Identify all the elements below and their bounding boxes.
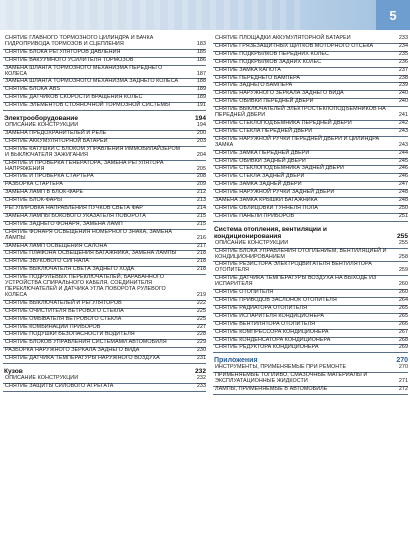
page-ref: 271: [398, 378, 408, 385]
page-ref: 272: [398, 386, 408, 393]
page-ref: 232: [194, 368, 206, 376]
entry-title: СНЯТИЕ ВАКУУМНОГО УСИЛИТЕЛЯ ТОРМОЗОВ: [5, 56, 134, 63]
page-ref: 204: [196, 151, 206, 158]
entry-title: СНЯТИЕ ВЕНТИЛЯТОРА ОТОПИТЕЛЯ: [215, 320, 316, 327]
toc-left-column: [3, 36, 206, 392]
entry-title: ЗАМЕНА ЛАМП В БЛОК-ФАРЕ: [5, 189, 84, 196]
entry-title: СНЯТИЕ БЛОКА ABS: [5, 86, 61, 93]
toc-section-heading: [3, 115, 206, 122]
entry-title: ЗАМЕНА ШЛАНГА ТОРМОЗНОГО МЕХАНИЗМА ЗАДНЕГО КОЛЕСА: [5, 78, 179, 85]
entry-title: СНЯТИЕ ОБЛИЦОВКИ ТУННЕЛЯ ПОЛА: [215, 204, 318, 211]
page-ref: 189: [196, 94, 206, 101]
page-ref: 230: [196, 347, 206, 354]
page-ref: 228: [196, 331, 206, 338]
toc-entry: [3, 161, 206, 175]
entry-title: СНЯТИЕ РАДИАТОРА ОТОПИТЕЛЯ: [215, 304, 308, 311]
entry-title: СНЯТИЕ ОТОПИТЕЛЯ: [215, 289, 274, 296]
page-ref: 245: [398, 157, 408, 164]
page-ref: 217: [196, 242, 206, 249]
page-ref: 188: [196, 78, 206, 85]
page-ref: 260: [398, 281, 408, 288]
entry-title: СНЯТИЕ ПОДУШКИ БЕЗОПАСНОСТИ ВОДИТЕЛЯ: [5, 331, 135, 338]
entry-title: ЗАМЕНА ПРЕДОХРАНИТЕЛЕЙ И РЕЛЕ: [5, 129, 107, 136]
page-ref: 214: [196, 205, 206, 212]
page-ref: 258: [398, 253, 408, 260]
entry-title: СНЯТИЕ КОМПРЕССОРА КОНДИЦИОНЕРА: [215, 328, 329, 335]
entry-title: ЗАМЕНА ЛАМПЫ БОКОВОГО УКАЗАТЕЛЯ ПОВОРОТА: [5, 212, 146, 219]
page-ref: 225: [196, 315, 206, 322]
page-ref: 218: [196, 266, 206, 273]
entry-title: СНЯТИЕ ГРЯЗЕЗАЩИТНЫХ ЩИТКОВ МОТОРНОГО ОТСЕКА: [215, 42, 374, 49]
entry-title: СНЯТИЕ ЗАЩИТЫ СИЛОВОГО АГРЕГАТА: [5, 382, 114, 389]
page-ref: 240: [398, 98, 408, 105]
entry-title: СНЯТИЕ ЭЛЕМЕНТОВ СТОЯНОЧНОЙ ТОРМОЗНОЙ СИСТЕМЫ: [5, 102, 170, 109]
page-ref: 194: [196, 122, 206, 129]
entry-title: СНЯТИЕ НАРУЖНОГО ЗЕРКАЛА ЗАДНЕГО ВИДА: [215, 90, 344, 97]
entry-title: СНЯТИЕ БЛОКА РЕГУЛЯТОРОВ ДАВЛЕНИЯ: [5, 48, 121, 55]
entry-title: СНЯТИЕ И ПРОВЕРКА ГЕНЕРАТОРА, ЗАМЕНА РЕГУЛЯТОРА НАПРЯЖЕНИЯ: [5, 159, 164, 172]
entry-title: РАЗБОРКА СТАРТЕРА: [5, 181, 63, 188]
toc-section-heading: [213, 357, 408, 364]
toc-entry: [213, 107, 408, 121]
entry-title: СНЯТИЕ РЕЗИСТОРА ЭЛЕКТРОДВИГАТЕЛЯ ВЕНТИЛЯТОРА ОТОПИТЕЛЯ: [215, 261, 372, 274]
entry-title: СНЯТИЕ ВЫКЛЮЧАТЕЛЕЙ И РЕГУЛЯТОРОВ: [5, 299, 122, 306]
page-ref: 194: [194, 115, 206, 123]
page-ref: 186: [196, 56, 206, 63]
entry-title: СНЯТИЕ ДАТЧИКА ТЕМПЕРАТУРЫ ВОЗДУХА НА ВЫХОДЕ ИЗ ИСПАРИТЕЛЯ: [215, 275, 377, 288]
page-ref: 241: [398, 112, 408, 119]
page-ref: 267: [398, 328, 408, 335]
entry-title: СНЯТИЕ И ПРОВЕРКА СТАРТЕРА: [5, 173, 94, 180]
entry-title: ОПИСАНИЕ КОНСТРУКЦИИ: [5, 122, 79, 129]
page-ref: 233: [196, 382, 206, 389]
page-ref: 213: [196, 197, 206, 204]
entry-title: СНЯТИЕ НАРУЖНОЙ РУЧКИ ЗАДНЕЙ ДВЕРИ: [215, 189, 335, 196]
entry-title: СНЯТИЕ ЗАМКА ПЕРЕДНЕЙ ДВЕРИ: [215, 149, 310, 156]
page-ref: 225: [196, 307, 206, 314]
entry-title: СНЯТИЕ СТЕКЛОПОДЪЕМНИКА ПЕРЕДНЕЙ ДВЕРИ: [215, 119, 352, 126]
page-ref: 240: [398, 90, 408, 97]
page-ref: 237: [398, 66, 408, 73]
page-ref: 255: [398, 239, 408, 246]
toc-entry: [213, 276, 408, 290]
toc-entry: [213, 249, 408, 263]
entry-title: СНЯТИЕ ПРИВОДОВ ЗАСЛОНОК ОТОПИТЕЛЯ: [215, 297, 337, 303]
toc-entry: [3, 275, 206, 301]
page-ref: 250: [398, 204, 408, 211]
page-ref: 260: [398, 289, 408, 296]
toc-entry: [3, 36, 206, 50]
entry-title: СНЯТИЕ СТЕКЛА ЗАДНЕЙ ДВЕРИ: [215, 173, 305, 180]
entry-title: СНЯТИЕ ЗАДНЕГО ФОНАРЯ, ЗАМЕНА ЛАМП: [5, 220, 123, 227]
entry-title: СНЯТИЕ РЕДУКТОРА КОНДИЦИОНЕРА: [215, 344, 319, 351]
toc-entry: [213, 387, 408, 395]
page-ref: 248: [398, 189, 408, 196]
toc-entry: [3, 103, 206, 111]
entry-title: ЗАМЕНА ШЛАНГА ТОРМОЗНОГО МЕХАНИЗМА ПЕРЕДНЕГО КОЛЕСА: [5, 64, 163, 77]
toc-entry: [213, 373, 408, 387]
page-header-band: [0, 0, 410, 30]
page-ref: 227: [196, 323, 206, 330]
entry-title: СНЯТИЕ НАРУЖНОЙ РУЧКИ ПЕРЕДНЕЙ ДВЕРИ И ЦИЛИНДРА ЗАМКА: [215, 135, 380, 148]
entry-title: СНЯТИЕ КОНДЕНСАТОРА КОНДИЦИОНЕРА: [215, 336, 331, 343]
page-ref: 236: [398, 58, 408, 65]
page-ref: 229: [196, 339, 206, 346]
page-ref: 246: [398, 173, 408, 180]
toc-right-column: [213, 36, 408, 395]
page-ref: 243: [398, 141, 408, 148]
page-ref: 218: [196, 258, 206, 265]
page-ref: 270: [396, 357, 408, 365]
entry-title: СНЯТИЕ СТЕКЛОПОДЪЕМНИКА ЗАДНЕЙ ДВЕРИ: [215, 165, 345, 172]
page-ref: 222: [196, 299, 206, 306]
entry-title: СНЯТИЕ ЗАМКА ЗАДНЕЙ ДВЕРИ: [215, 181, 302, 188]
toc-entry: [3, 230, 206, 244]
toc-entry: [213, 214, 408, 222]
page-ref: 248: [398, 197, 408, 204]
entry-title: СНЯТИЕ АККУМУЛЯТОРНОЙ БАТАРЕИ: [5, 137, 108, 144]
entry-title: ЛАМПЫ, ПРИМЕНЯЕМЫЕ В АВТОМОБИЛЕ: [215, 386, 328, 393]
entry-title: СНЯТИЕ ПОДКРЫЛКОВ ЗАДНИХ КОЛЕС: [215, 58, 322, 65]
page-ref: 247: [398, 181, 408, 188]
entry-title: СНЯТИЕ ВЫКЛЮЧАТЕЛЯ СВЕТА ЗАДНЕГО ХОДА: [5, 266, 135, 273]
entry-title: СНЯТИЕ БЛОКОВ УПРАВЛЕНИЯ СИСТЕМАМИ АВТОМОБИЛЯ: [5, 339, 167, 346]
page-ref: 219: [196, 291, 206, 298]
entry-title: СНЯТИЕ КОМБИНАЦИИ ПРИБОРОВ: [5, 323, 101, 330]
page-ref: 235: [398, 50, 408, 57]
entry-title: СНЯТИЕ ГЛАВНОГО ТОРМОЗНОГО ЦИЛИНДРА И БАЧКА ГИДРОПРИВОДА ТОРМОЗОВ И СЦЕПЛЕНИЯ: [5, 35, 154, 47]
page-ref: 231: [196, 355, 206, 362]
page-ref: 234: [398, 42, 408, 49]
page-ref: 183: [196, 40, 206, 47]
toc-entry: [3, 384, 206, 392]
entry-title: ЗАМЕНА ЗАМКА КРЫШКИ БАГАЖНИКА: [215, 197, 318, 204]
page-ref: 218: [196, 250, 206, 257]
page-ref: 203: [196, 137, 206, 144]
entry-title: СНЯТИЕ БЛОК-ФАРЫ: [5, 197, 62, 204]
entry-title: СНЯТИЕ ОМЫВАТЕЛЯ ВЕТРОВОГО СТЕКЛА: [5, 315, 122, 322]
page-number: 5: [376, 0, 410, 30]
entry-title: СНЯТИЕ БЛОКА УПРАВЛЕНИЯ ОТОПЛЕНИЕМ, ВЕНТИЛЯЦИЕЙ И КОНДИЦИОНИРОВАНИЕМ: [215, 247, 387, 260]
page-ref: 205: [196, 165, 206, 172]
page-ref: 242: [398, 119, 408, 126]
section-title: Электрооборудование: [4, 115, 79, 123]
entry-title: ЗАМЕНА ЛАМП ОСВЕЩЕНИЯ САЛОНА: [5, 242, 108, 249]
entry-title: ИНСТРУМЕНТЫ, ПРИМЕНЯЕМЫЕ ПРИ РЕМОНТЕ: [215, 364, 347, 371]
entry-title: РАЗБОРКА НАРУЖНОГО ЗЕРКАЛА ЗАДНЕГО ВИДА: [5, 347, 140, 354]
page-ref: 264: [398, 297, 408, 303]
entry-title: СНЯТИЕ ЗАДНЕГО БАМПЕРА: [215, 82, 293, 89]
entry-title: СНЯТИЕ ПЛОЩАДКИ АККУМУЛЯТОРНОЙ БАТАРЕИ: [215, 35, 351, 41]
entry-title: СНЯТИЕ ДАТЧИКА ТЕМПЕРАТУРЫ НАРУЖНОГО ВОЗДУХА: [5, 355, 160, 362]
entry-title: РЕГУЛИРОВКА НАПРАВЛЕНИЯ ПУЧКОВ СВЕТА ФАР: [5, 205, 143, 212]
entry-title: СНЯТИЕ ПОДКРЫЛКОВ ПЕРЕДНИХ КОЛЕС: [215, 50, 329, 57]
entry-title: СНЯТИЕ ЗВУКОВОГО СИГНАЛА: [5, 258, 89, 265]
entry-title: СНЯТИЕ ПЛАФОНА ОСВЕЩЕНИЯ БАГАЖНИКА, ЗАМЕНА ЛАМПЫ: [5, 250, 177, 257]
page-ref: 215: [196, 220, 206, 227]
page-ref: 209: [196, 181, 206, 188]
page-ref: 233: [398, 35, 408, 41]
toc-entry: [3, 147, 206, 161]
page-ref: 251: [398, 212, 408, 219]
page-ref: 255: [396, 232, 408, 240]
section-title: Система отопления, вентиляции и кондиционирования: [214, 225, 327, 240]
entry-title: СНЯТИЕ ФОНАРЯ ОСВЕЩЕНИЯ НОМЕРНОГО ЗНАКА, ЗАМЕНА ЛАМПЫ: [5, 228, 173, 241]
page-ref: 239: [398, 82, 408, 89]
entry-title: СНЯТИЕ ИСПАРИТЕЛЯ КОНДИЦИОНЕРА: [215, 312, 325, 319]
header-decoration: [0, 0, 300, 30]
page-ref: 185: [196, 48, 206, 55]
entry-title: СНЯТИЕ ЗАМКА КАПОТА: [215, 66, 281, 73]
page-ref: 238: [398, 74, 408, 81]
page-ref: 265: [398, 312, 408, 319]
toc-entry: [3, 356, 206, 364]
toc-entry: [3, 66, 206, 80]
page-ref: 189: [196, 86, 206, 93]
section-title: Кузов: [4, 368, 23, 376]
page-ref: 216: [196, 234, 206, 241]
entry-title: ОПИСАНИЕ КОНСТРУКЦИИ: [5, 375, 79, 382]
section-title: Приложения: [214, 357, 258, 365]
page-ref: 266: [398, 320, 408, 327]
entry-title: СНЯТИЕ ПЕРЕДНЕГО БАМПЕРА: [215, 74, 301, 81]
page-ref: 215: [196, 212, 206, 219]
page-ref: 244: [398, 149, 408, 156]
entry-title: СНЯТИЕ ПАНЕЛИ ПРИБОРОВ: [215, 212, 295, 219]
entry-title: ПРИМЕНЯЕМЫЕ ТОПЛИВО, СМАЗОЧНЫЕ МАТЕРИАЛЫ И ЭКСПЛУАТАЦИОННЫЕ ЖИДКОСТИ: [215, 372, 368, 385]
entry-title: СНЯТИЕ ВЫКЛЮЧАТЕЛЕЙ ЭЛЕКТРОСТЕКЛОПОДЪЕМНИКОВ НА ПЕРЕДНЕЙ ДВЕРИ: [215, 106, 386, 119]
entry-title: СНЯТИЕ ОЧИСТИТЕЛЯ ВЕТРОВОГО СТЕКЛА: [5, 307, 124, 314]
entry-title: СНЯТИЕ ПОДРУЛЕВЫХ ПЕРЕКЛЮЧАТЕЛЕЙ, БАРАБАННОГО УСТРОЙСТВА СПИРАЛЬНОГО КАБЕЛЯ, СОЕДИНИТЕЛЯ ПЕРЕКЛЮЧАТЕЛЕЙ И ДАТЧИКА УГЛА ПОВОРОТА РУЛЕВОГО КОЛЕСА: [5, 274, 166, 298]
toc-section-heading: [3, 368, 206, 375]
page-ref: 243: [398, 127, 408, 134]
page-ref: 270: [398, 364, 408, 371]
page-ref: 259: [398, 267, 408, 274]
page-ref: 269: [398, 344, 408, 351]
entry-title: СНЯТИЕ СТЕКЛА ПЕРЕДНЕЙ ДВЕРИ: [215, 127, 313, 134]
page-ref: 208: [196, 173, 206, 180]
entry-title: СНЯТИЕ ОБИВКИ ЗАДНЕЙ ДВЕРИ: [215, 157, 306, 164]
page-ref: 246: [398, 165, 408, 172]
page-ref: 268: [398, 336, 408, 343]
toc-entry: [213, 345, 408, 353]
entry-title: СНЯТИЕ КАТУШКИ С БЛОКОМ УПРАВЛЕНИЯ ИММОБИЛАЙЗЕРОМ И ВЫКЛЮЧАТЕЛЯ ЗАЖИГАНИЯ: [5, 145, 181, 158]
entry-title: СНЯТИЕ ОБИВКИ ПЕРЕДНЕЙ ДВЕРИ: [215, 98, 314, 105]
toc-entry: [213, 137, 408, 151]
entry-title: СНЯТИЕ ДАТЧИКОВ СКОРОСТИ ВРАЩЕНИЯ КОЛЕС: [5, 94, 143, 101]
page-ref: 232: [196, 375, 206, 382]
page-ref: 265: [398, 304, 408, 311]
entry-title: ОПИСАНИЕ КОНСТРУКЦИИ: [215, 239, 289, 246]
toc-entry: [213, 262, 408, 276]
page-ref: 187: [196, 70, 206, 77]
toc-section-heading: [213, 226, 408, 240]
page-ref: 200: [196, 129, 206, 136]
page-ref: 212: [196, 189, 206, 196]
page-ref: 191: [196, 102, 206, 109]
